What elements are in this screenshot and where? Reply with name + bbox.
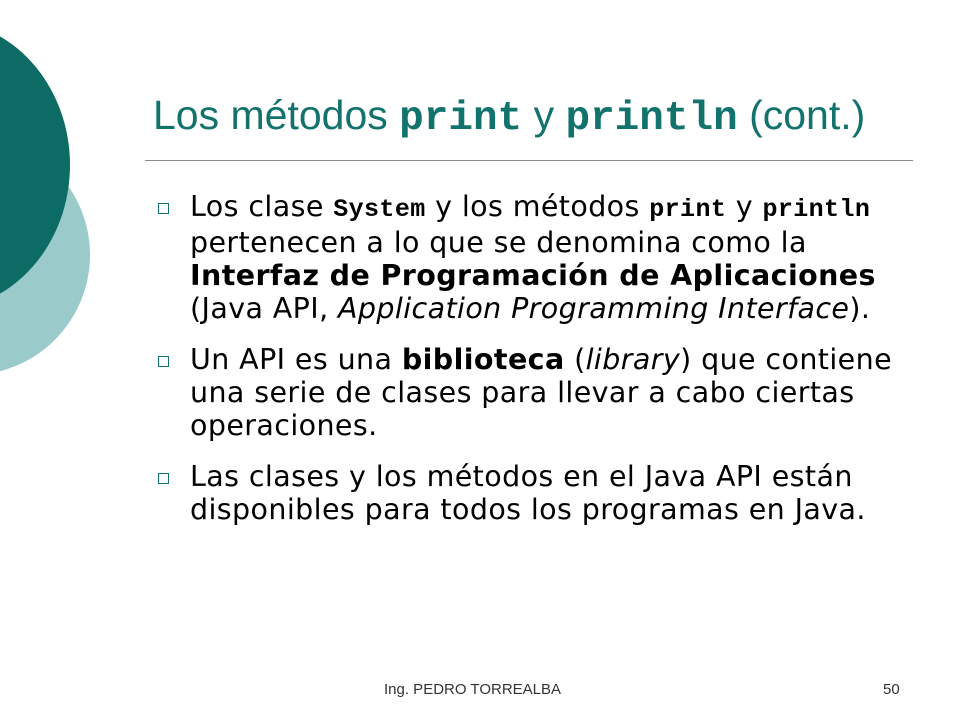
slide-title [153, 92, 865, 142]
bullet-text: (Java API, [190, 292, 338, 325]
title-text: Los métodos [153, 92, 400, 138]
code-println: println [762, 195, 871, 224]
title-text: (cont.) [737, 92, 866, 138]
code-print: print [649, 195, 727, 224]
title-code-println: println [565, 96, 738, 142]
bullet-text: Las clases y los métodos en el Java API están disponibles para todos los programas en Java. [190, 460, 866, 526]
square-bullet-icon [158, 356, 169, 367]
bold-term: Interfaz de Programación de Aplicaciones [190, 259, 876, 292]
bullet-item-1 [148, 190, 898, 325]
bold-term: biblioteca [401, 343, 565, 376]
bullet-text: ) que contiene una serie de clases para llevar a cabo ciertas operaciones. [190, 343, 893, 442]
title-divider [145, 160, 913, 161]
bullet-text: ). [849, 292, 871, 325]
bullet-item-2 [148, 343, 898, 442]
page-number: 50 [883, 681, 900, 698]
title-code-print: print [399, 96, 523, 142]
code-system: System [333, 195, 426, 224]
bullet-item-3 [148, 460, 898, 526]
bullet-text: ( [564, 343, 586, 376]
bullet-text: y los métodos [425, 190, 650, 223]
italic-term: Application Programming Interface [338, 292, 850, 325]
bullet-text: y [726, 190, 763, 223]
bullet-text: pertenecen a lo que se denomina como la [190, 226, 807, 259]
footer-author: Ing. PEDRO TORREALBA [384, 681, 562, 698]
bullet-text: Un API es una [190, 343, 402, 376]
square-bullet-icon [158, 473, 169, 484]
square-bullet-icon [158, 203, 169, 214]
italic-term: library [585, 343, 681, 376]
title-text: y [522, 92, 566, 138]
bullet-text: Los clase [190, 190, 334, 223]
bullet-list [148, 190, 898, 544]
